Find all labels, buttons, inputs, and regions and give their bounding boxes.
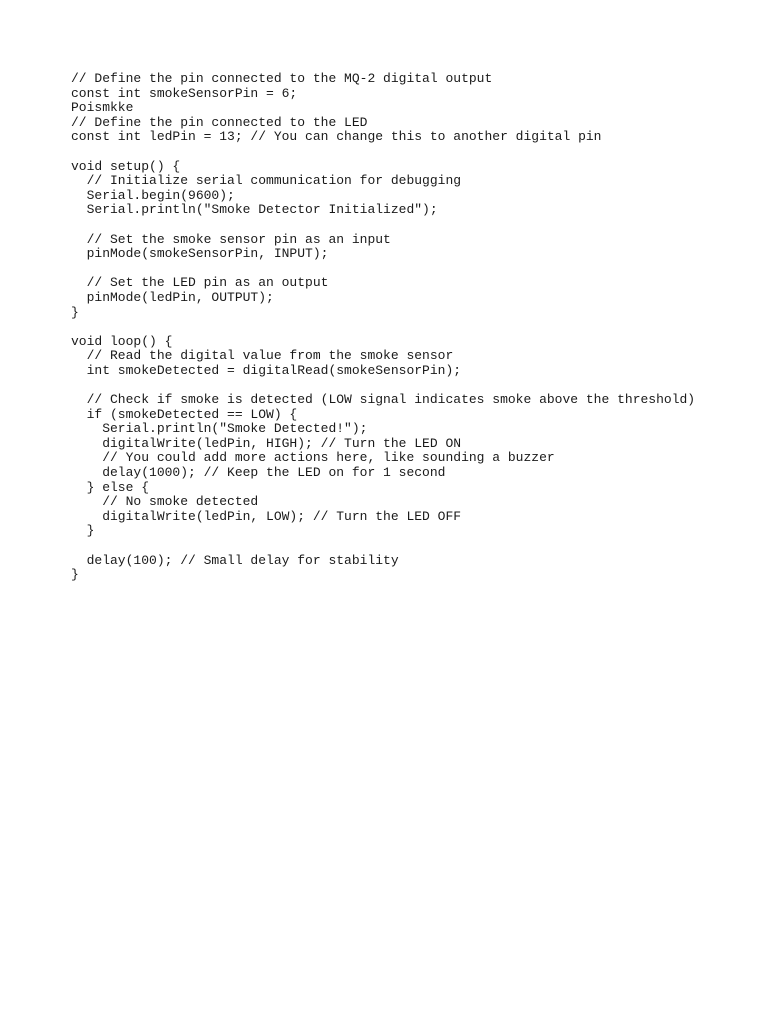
code-line: pinMode(smokeSensorPin, INPUT);	[71, 246, 329, 262]
code-line	[71, 262, 751, 277]
code-line	[71, 218, 751, 233]
code-line: Poismkke	[71, 100, 134, 116]
code-line: pinMode(ledPin, OUTPUT);	[71, 289, 274, 305]
code-line	[71, 320, 751, 335]
code-line: int smokeDetected = digitalRead(smokeSensorPin);	[71, 362, 462, 378]
code-line: digitalWrite(ledPin, LOW); // Turn the LED OFF	[71, 508, 462, 524]
code-document	[71, 72, 751, 583]
code-line: Serial.println("Smoke Detected!");	[71, 421, 368, 437]
code-line: delay(1000); // Keep the LED on for 1 second	[71, 465, 446, 481]
code-line: }	[71, 567, 79, 583]
code-line: const int smokeSensorPin = 6;	[71, 85, 298, 101]
code-line: Serial.begin(9600);	[71, 187, 235, 203]
code-line: // Set the smoke sensor pin as an input	[71, 231, 391, 247]
code-line	[71, 145, 751, 160]
code-line: }	[71, 523, 95, 539]
code-line: } else {	[71, 479, 150, 495]
code-line: if (smokeDetected == LOW) {	[71, 406, 298, 422]
code-line: // Define the pin connected to the MQ-2 digital output	[71, 71, 493, 86]
code-line: void setup() {	[71, 158, 181, 174]
code-line: delay(100); // Small delay for stability	[71, 552, 399, 568]
code-line: Serial.println("Smoke Detector Initialized");	[71, 202, 438, 218]
code-line: // Set the LED pin as an output	[71, 275, 329, 291]
code-line: // Initialize serial communication for debugging	[71, 173, 462, 189]
code-line: // Define the pin connected to the LED	[71, 114, 368, 130]
code-line: // You could add more actions here, like sounding a buzzer	[71, 450, 555, 466]
code-line: const int ledPin = 13; // You can change this to another digital pin	[71, 129, 602, 145]
code-line: digitalWrite(ledPin, HIGH); // Turn the LED ON	[71, 435, 462, 451]
code-line: // Check if smoke is detected (LOW signal indicates smoke above the threshold)	[71, 392, 696, 408]
code-line	[71, 539, 751, 554]
code-line: // No smoke detected	[71, 494, 259, 510]
code-line	[71, 378, 751, 393]
code-line: // Read the digital value from the smoke sensor	[71, 348, 454, 364]
code-line: }	[71, 304, 79, 320]
code-line: void loop() {	[71, 333, 173, 349]
